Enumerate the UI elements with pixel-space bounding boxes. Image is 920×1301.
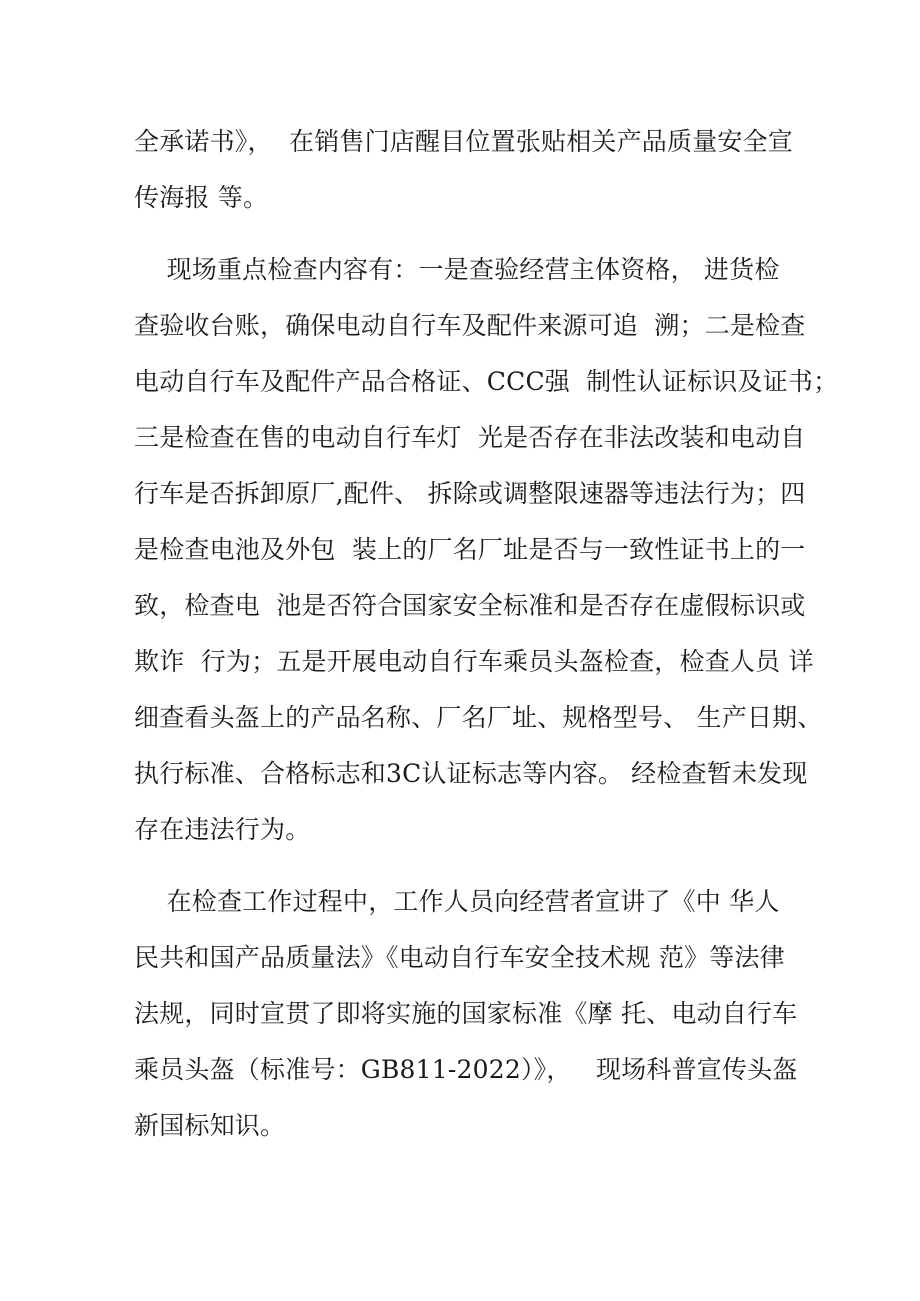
text-line: 法规，同时宣贯了即将实施的国家标准《摩 托、电动自行车 [134,999,798,1028]
text-line: 查验收台账，确保电动自行车及配件来源可追 溯；二是检查 [134,311,806,340]
text-line: 全承诺书》， 在销售门店醒目位置张贴相关产品质量安全宣 [134,127,793,156]
text-line: 致，检查电 池是否符合国家安全标准和是否存在虚假标识或 [134,591,806,620]
text-line: 传海报 等。 [134,183,269,212]
text-line: 存在违法行为。 [134,815,311,844]
text-line: 是检查电池及外包 装上的厂名厂址是否与一致性证书上的一 [134,535,806,564]
text-line: 电动自行车及配件产品合格证、CCC强 制性认证标识及证书； [134,367,839,396]
text-line: 细查看头盔上的产品名称、厂名厂址、规格型号、 生产日期、 [134,703,823,732]
text-line: 现场重点检查内容有：一是查验经营主体资格， 进货检 [134,255,780,284]
text-line: 行车是否拆卸原厂,配件、 拆除或调整限速器等违法行为；四 [134,479,806,508]
text-line: 在检查工作过程中，工作人员向经营者宣讲了《中 华人 [134,887,780,916]
text-line: 民共和国产品质量法》《电动自行车安全技术规 范》等法律 [134,943,785,972]
text-line: 执行标准、合格标志和3C认证标志等内容。 经检查暂未发现 [134,759,808,788]
text-line: 三是检查在售的电动自行车灯 光是否存在非法改装和电动自 [134,423,806,452]
text-line: 欺诈 行为；五是开展电动自行车乘员头盔检查，检查人员 详 [134,647,814,676]
text-line: 乘员头盔（标准号：GB811-2022）》， 现场科普宣传头盔 [134,1055,798,1084]
text-line: 新国标知识。 [134,1111,286,1140]
